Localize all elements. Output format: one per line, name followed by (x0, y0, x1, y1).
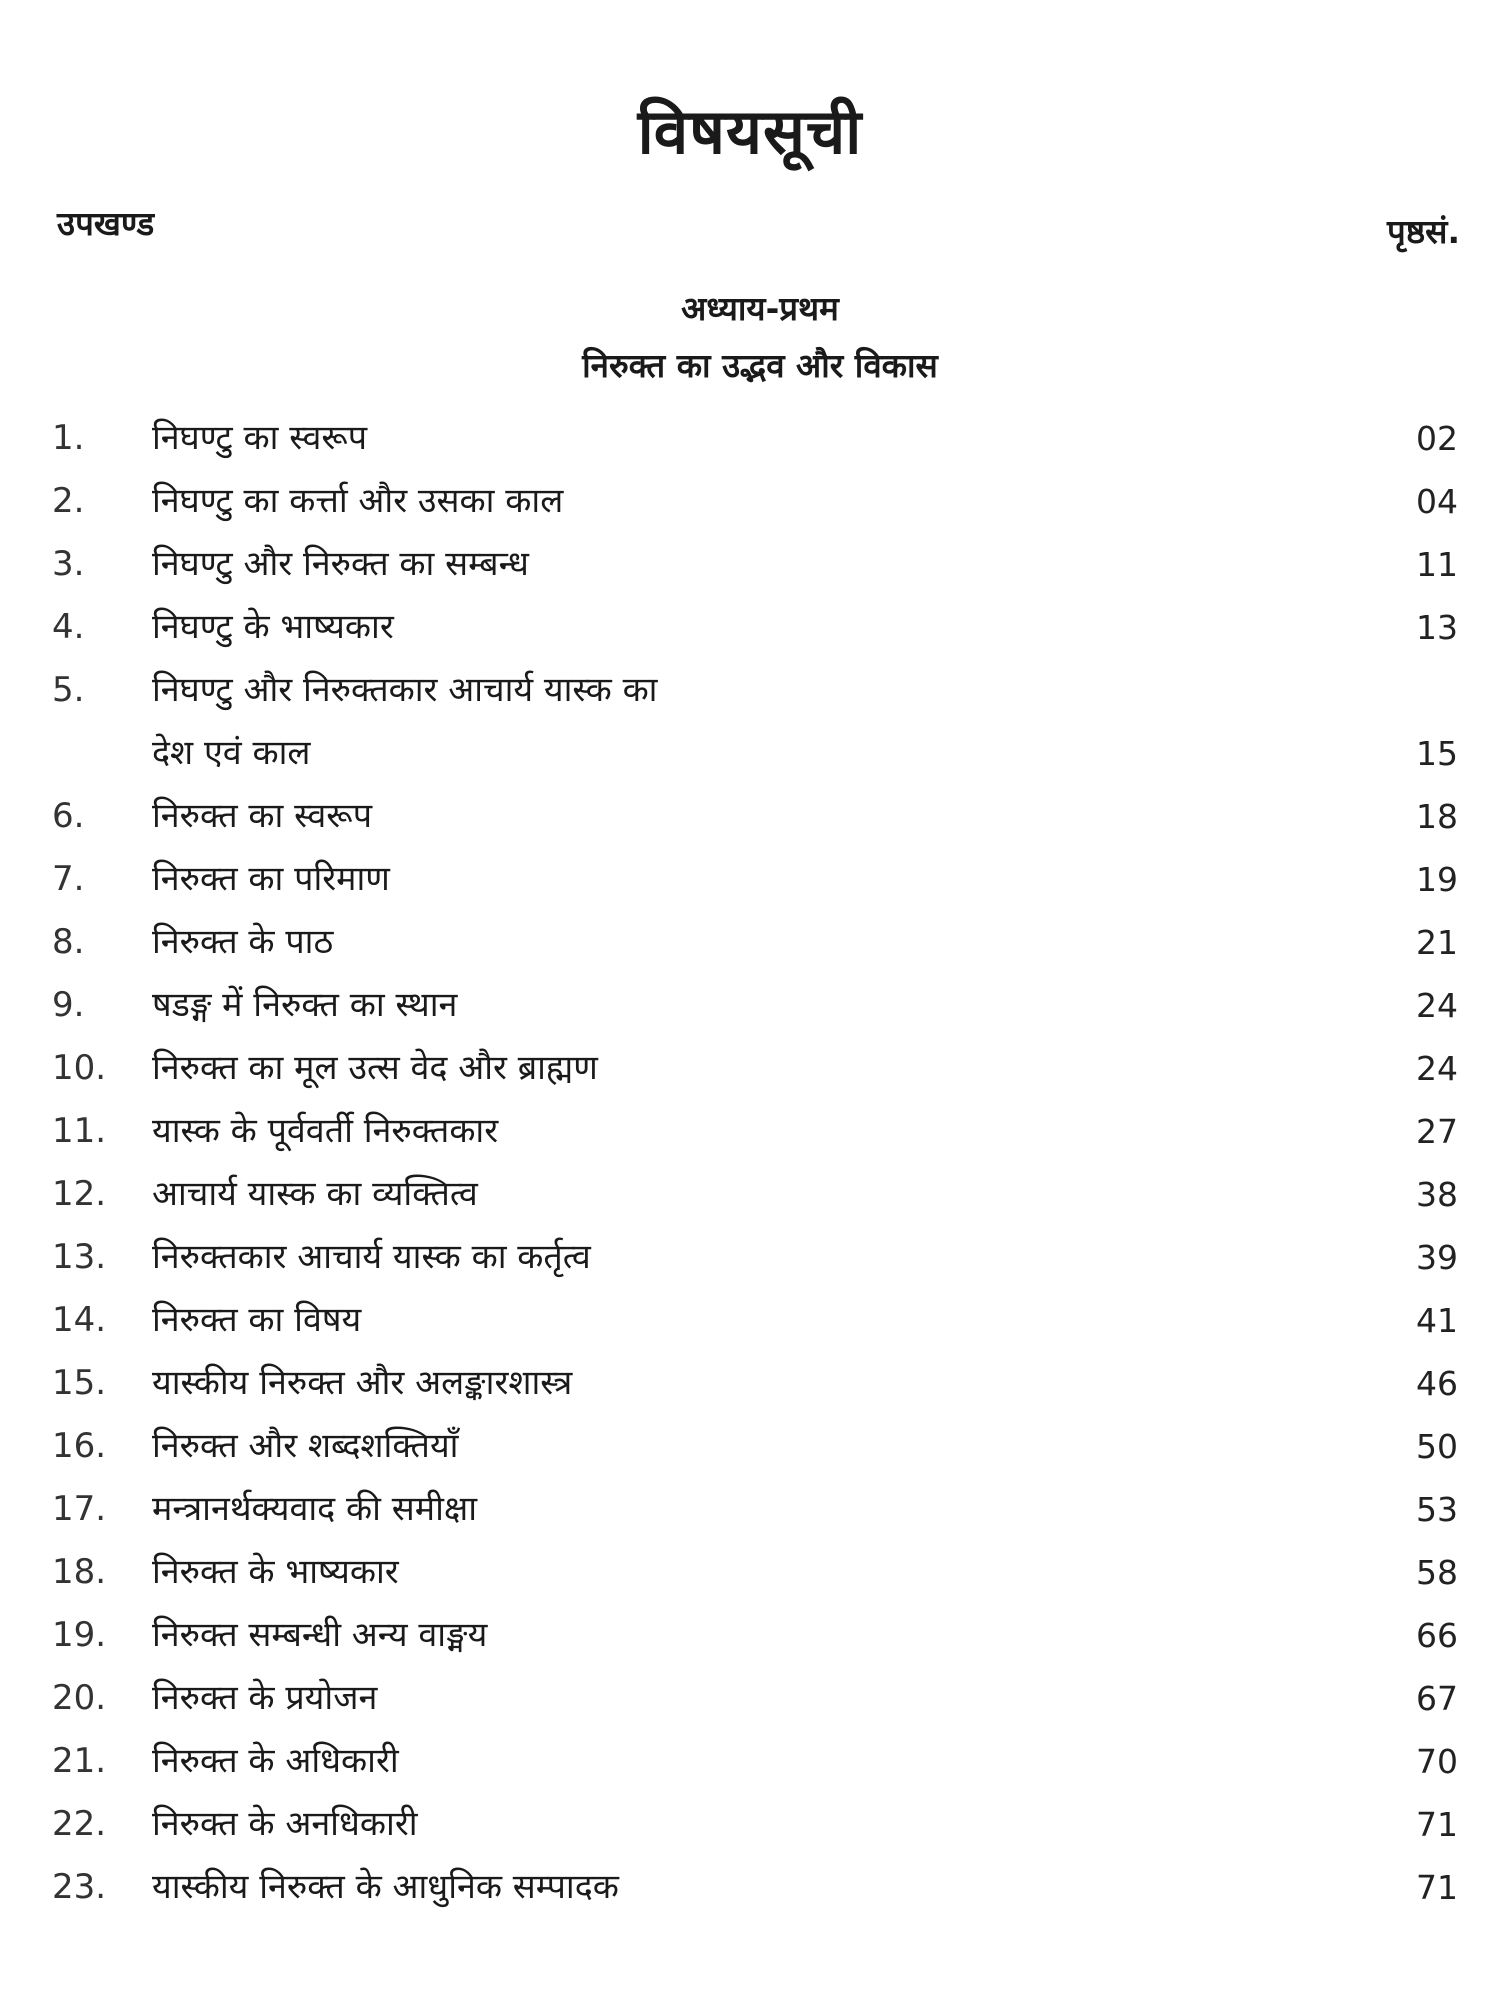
toc-entry (0, 974, 1500, 1037)
entry-title-line-1: निघण्टु और निरुक्तकार आचार्य यास्क का (152, 670, 658, 710)
toc-entry (0, 1289, 1500, 1352)
chapter-label: अध्याय-प्रथम (681, 289, 839, 328)
entry-page: 04 (1416, 482, 1458, 521)
toc-entry (0, 533, 1500, 596)
toc-entry (0, 1604, 1500, 1667)
toc-entry (0, 1856, 1500, 1919)
entry-number: 12. (52, 1174, 107, 1214)
entry-title: निरुक्त के भाष्यकार (152, 1552, 399, 1592)
toc-entry (0, 1163, 1500, 1226)
entry-number: 10. (52, 1048, 107, 1088)
toc-entry (0, 1667, 1500, 1730)
entry-page: 50 (1416, 1427, 1458, 1466)
entry-number: 11. (52, 1111, 107, 1151)
entry-title: निरुक्त सम्बन्धी अन्य वाङ्मय (152, 1615, 488, 1655)
entry-number: 7. (52, 859, 85, 899)
entry-page: 46 (1416, 1364, 1458, 1403)
toc-entry (0, 1100, 1500, 1163)
entry-title: निरुक्तकार आचार्य यास्क का कर्तृत्व (152, 1237, 591, 1277)
column-header-page-number: पृष्ठसं. (1386, 212, 1460, 251)
toc-entry (0, 911, 1500, 974)
toc-entry (0, 659, 1500, 785)
entry-title: निरुक्त का मूल उत्स वेद और ब्राह्मण (152, 1048, 598, 1088)
entry-page: 11 (1416, 545, 1458, 584)
entry-page: 39 (1416, 1238, 1458, 1277)
entry-number: 4. (52, 607, 85, 647)
entry-number: 6. (52, 796, 85, 836)
entry-title: आचार्य यास्क का व्यक्तित्व (152, 1174, 478, 1214)
entry-number: 13. (52, 1237, 107, 1277)
entry-title: निरुक्त के पाठ (152, 922, 334, 962)
toc-entry (0, 785, 1500, 848)
entry-page: 19 (1416, 860, 1458, 899)
entry-page: 24 (1416, 986, 1458, 1025)
entry-title: निरुक्त के अधिकारी (152, 1741, 399, 1781)
entry-number: 9. (52, 985, 85, 1025)
entry-number: 15. (52, 1363, 107, 1403)
entry-title: निघण्टु का स्वरूप (152, 418, 368, 458)
entry-number: 19. (52, 1615, 107, 1655)
entry-page: 66 (1416, 1616, 1458, 1655)
entry-page: 21 (1416, 923, 1458, 962)
entry-number: 5. (52, 670, 85, 710)
entry-number: 14. (52, 1300, 107, 1340)
entry-number: 17. (52, 1489, 107, 1529)
entry-title: निघण्टु के भाष्यकार (152, 607, 394, 647)
toc-entry (0, 1541, 1500, 1604)
entry-page: 18 (1416, 797, 1458, 836)
entry-page: 67 (1416, 1679, 1458, 1718)
entry-title: निरुक्त और शब्दशक्तियाँ (152, 1426, 459, 1466)
entry-page: 13 (1416, 608, 1458, 647)
entry-title: यास्कीय निरुक्त के आधुनिक सम्पादक (152, 1867, 619, 1907)
entry-title: निरुक्त का परिमाण (152, 859, 390, 899)
toc-entry (0, 596, 1500, 659)
entry-page: 70 (1416, 1742, 1458, 1781)
entry-number: 23. (52, 1867, 107, 1907)
chapter-title: निरुक्त का उद्भव और विकास (582, 346, 938, 385)
entry-page: 41 (1416, 1301, 1458, 1340)
entry-page: 38 (1416, 1175, 1458, 1214)
toc-entry (0, 470, 1500, 533)
entry-title: निरुक्त का स्वरूप (152, 796, 373, 836)
entry-page: 27 (1416, 1112, 1458, 1151)
entry-number: 18. (52, 1552, 107, 1592)
toc-entry (0, 1352, 1500, 1415)
entry-number: 16. (52, 1426, 107, 1466)
entry-title: निघण्टु और निरुक्त का सम्बन्ध (152, 544, 529, 584)
entry-page: 15 (1416, 734, 1458, 773)
entry-number: 8. (52, 922, 85, 962)
entry-title: मन्त्रानर्थक्यवाद की समीक्षा (152, 1489, 478, 1529)
toc-entry (0, 1478, 1500, 1541)
page-title: विषयसूची (637, 95, 863, 168)
entry-title (152, 659, 1252, 785)
entry-page: 24 (1416, 1049, 1458, 1088)
toc-entry (0, 1730, 1500, 1793)
entry-number: 3. (52, 544, 85, 584)
toc-entry (0, 848, 1500, 911)
entry-number: 1. (52, 418, 85, 458)
toc-entry (0, 1793, 1500, 1856)
entry-title: निरुक्त का विषय (152, 1300, 362, 1340)
toc-entry (0, 1415, 1500, 1478)
entry-number: 21. (52, 1741, 107, 1781)
entry-page: 53 (1416, 1490, 1458, 1529)
entry-page: 58 (1416, 1553, 1458, 1592)
entry-title-line-2: देश एवं काल (152, 733, 311, 773)
toc-entry (0, 407, 1500, 470)
entry-title: निघण्टु का कर्त्ता और उसका काल (152, 481, 564, 521)
entry-number: 2. (52, 481, 85, 521)
entry-title: यास्कीय निरुक्त और अलङ्कारशास्त्र (152, 1363, 573, 1403)
entry-title: निरुक्त के अनधिकारी (152, 1804, 418, 1844)
toc-entry (0, 1226, 1500, 1289)
entry-title: षडङ्ग में निरुक्त का स्थान (152, 985, 458, 1025)
entry-number: 20. (52, 1678, 107, 1718)
entry-page: 02 (1416, 419, 1458, 458)
entry-number: 22. (52, 1804, 107, 1844)
column-header-subsection: उपखण्ड (57, 204, 155, 243)
entry-page: 71 (1416, 1868, 1458, 1907)
entry-title: निरुक्त के प्रयोजन (152, 1678, 378, 1718)
entry-page: 71 (1416, 1805, 1458, 1844)
toc-entry (0, 1037, 1500, 1100)
entry-title: यास्क के पूर्ववर्ती निरुक्तकार (152, 1111, 499, 1151)
toc-list (0, 407, 1500, 1919)
